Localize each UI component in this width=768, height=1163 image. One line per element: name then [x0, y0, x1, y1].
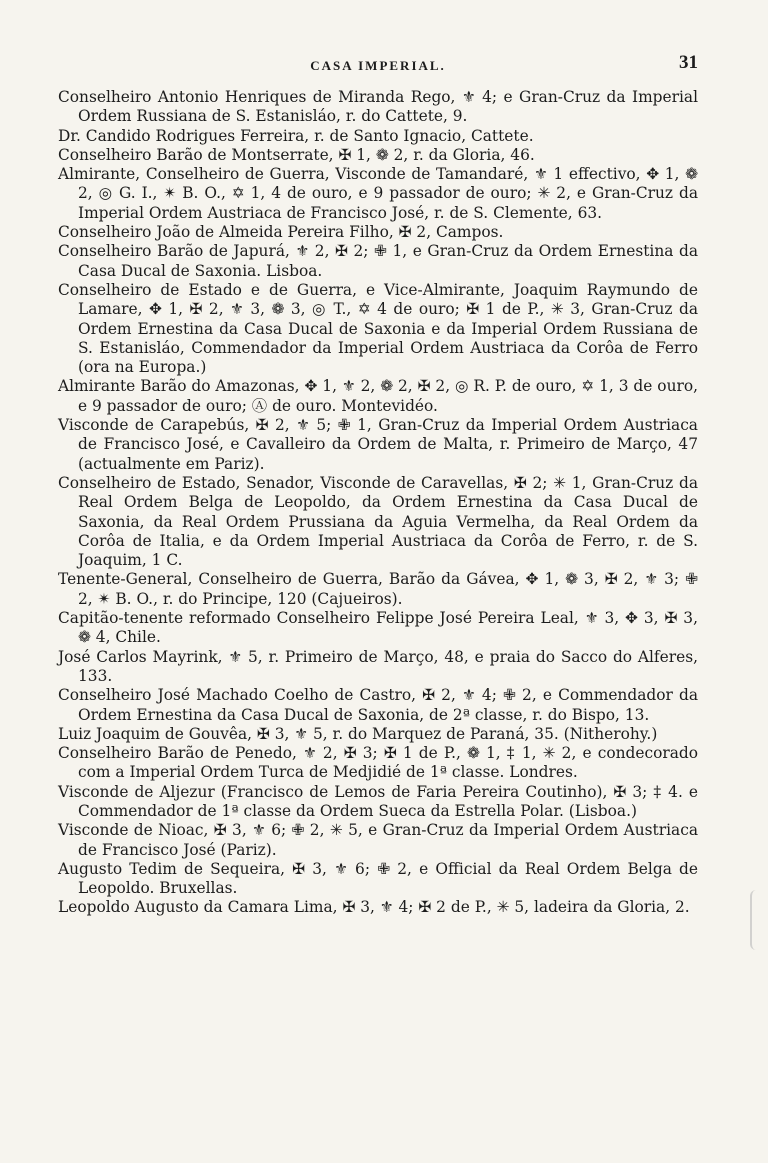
list-item: José Carlos Mayrink, ⚜ 5, r. Primeiro de Março, 48, e praia do Sacco do Alferes, 133. [58, 647, 698, 685]
page-stain [750, 890, 766, 950]
running-title: CASA IMPERIAL. [310, 58, 446, 73]
list-item: Luiz Joaquim de Gouvêa, ✠ 3, ⚜ 5, r. do Marquez de Paraná, 35. (Nitherohy.) [58, 724, 658, 743]
list-item: Visconde de Nioac, ✠ 3, ⚜ 6; ✙ 2, ✳ 5, e Gran-Cruz da Imperial Ordem Austriaca de Francisco José (Pariz). [58, 821, 698, 859]
list-item: Conselheiro Barão de Montserrate, ✠ 1, ❁ 2, r. da Gloria, 46. [58, 145, 535, 164]
list-item: Conselheiro João de Almeida Pereira Filho, ✠ 2, Campos. [58, 223, 504, 242]
list-item: Conselheiro de Estado, Senador, Visconde de Caravellas, ✠ 2; ✳ 1, Gran-Cruz da Real Ordem Belga de Leopoldo, da Ordem Ernestina da Casa Ducal de Saxonia, da Real Ordem Prussiana da Aguia Vermelha, da Real Ordem da Corôa de Italia, e da Ordem Imperial Austriaca da Corôa de Ferro, r. de S. Joaquim, 1 C. [58, 473, 698, 570]
list-item: Visconde de Carapebús, ✠ 2, ⚜ 5; ✙ 1, Gran-Cruz da Imperial Ordem Austriaca de Francisco José, e Cavalleiro da Ordem de Malta, r. Primeiro de Março, 47 (actualmente em Pariz). [58, 416, 698, 473]
list-item: Capitão-tenente reformado Conselheiro Felippe José Pereira Leal, ⚜ 3, ✥ 3, ✠ 3, ❁ 4, Chile. [58, 609, 698, 647]
list-item: Leopoldo Augusto da Camara Lima, ✠ 3, ⚜ 4; ✠ 2 de P., ✳ 5, ladeira da Gloria, 2. [58, 898, 690, 917]
list-item: Conselheiro Barão de Penedo, ⚜ 2, ✠ 3; ✠ 1 de P., ❁ 1, ‡ 1, ✳ 2, e condecorado com a Imperial Ordem Turca de Medjidié de 1ª classe. Londres. [58, 744, 698, 782]
list-item: Visconde de Aljezur (Francisco de Lemos de Faria Pereira Coutinho), ✠ 3; ‡ 4. e Commendador de 1ª classe da Ordem Sueca da Estrella Polar. (Lisboa.) [58, 782, 698, 820]
list-item: Dr. Candido Rodrigues Ferreira, r. de Santo Ignacio, Cattete. [58, 126, 534, 145]
list-item: Conselheiro Barão de Japurá, ⚜ 2, ✠ 2; ✙ 1, e Gran-Cruz da Ordem Ernestina da Casa Ducal de Saxonia. Lisboa. [58, 242, 698, 280]
list-item: Conselheiro Antonio Henriques de Miranda Rego, ⚜ 4; e Gran-Cruz da Imperial Ordem Russiana de S. Estanisláo, r. do Cattete, 9. [58, 88, 698, 126]
list-item: Almirante Barão do Amazonas, ✥ 1, ⚜ 2, ❁ 2, ✠ 2, ◎ R. P. de ouro, ✡ 1, 3 de ouro, e 9 passador de ouro; Ⓐ de ouro. Montevidéo. [58, 377, 698, 415]
page-number: 31 [679, 52, 698, 73]
entry-list [58, 88, 698, 918]
document-page [58, 52, 698, 918]
list-item: Almirante, Conselheiro de Guerra, Visconde de Tamandaré, ⚜ 1 effectivo, ✥ 1, ❁ 2, ◎ G. I., ✴ B. O., ✡ 1, 4 de ouro, e 9 passador de ouro; ✳ 2, e Gran-Cruz da Imperial Ordem Austriaca de Francisco José, r. de S. Clemente, 63. [58, 165, 698, 222]
page-header [58, 52, 698, 82]
list-item: Augusto Tedim de Sequeira, ✠ 3, ⚜ 6; ✙ 2, e Official da Real Ordem Belga de Leopoldo. Bruxellas. [58, 859, 698, 898]
list-item: Conselheiro de Estado e de Guerra, e Vice-Almirante, Joaquim Raymundo de Lamare, ✥ 1, ✠ 2, ⚜ 3, ❁ 3, ◎ T., ✡ 4 de ouro; ✠ 1 de P., ✳ 3, Gran-Cruz da Ordem Ernestina da Casa Ducal de Saxonia e da Imperial Ordem Russiana de S. Estanisláo, Commendador da Imperial Ordem Austriaca da Corôa de Ferro (ora na Europa.) [58, 280, 698, 377]
list-item: Conselheiro José Machado Coelho de Castro, ✠ 2, ⚜ 4; ✙ 2, e Commendador da Ordem Ernestina da Casa Ducal de Saxonia, de 2ª classe, r. do Bispo, 13. [58, 686, 698, 724]
list-item: Tenente-General, Conselheiro de Guerra, Barão da Gávea, ✥ 1, ❁ 3, ✠ 2, ⚜ 3; ✙ 2, ✴ B. O., r. do Principe, 120 (Cajueiros). [58, 570, 698, 608]
